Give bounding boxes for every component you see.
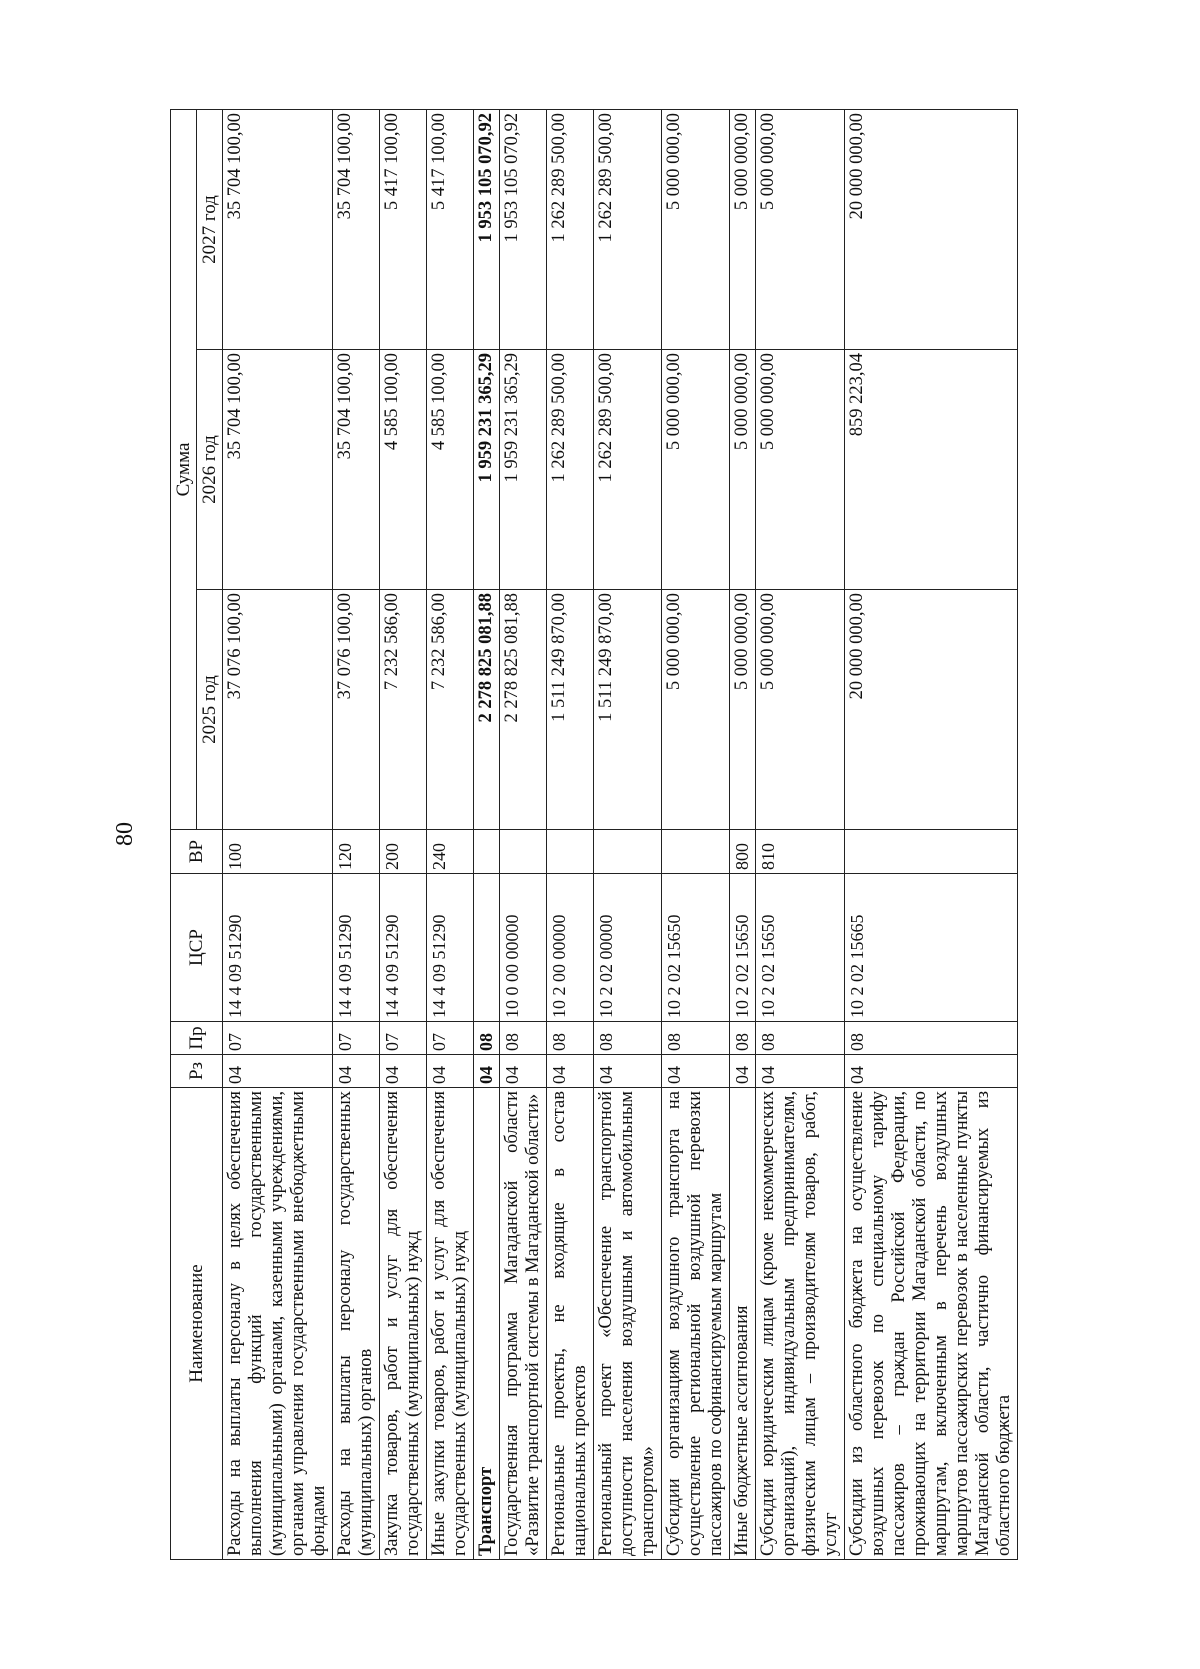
cell-2025: 1 511 249 870,00 [594, 590, 662, 830]
cell-vr [547, 830, 594, 874]
cell-rz: 04 [730, 1055, 756, 1088]
cell-csr: 10 2 00 00000 [547, 874, 594, 1022]
cell-vr: 810 [756, 830, 845, 874]
cell-rz: 04 [756, 1055, 845, 1088]
cell-vr: 800 [730, 830, 756, 874]
cell-2027: 5 000 000,00 [756, 109, 845, 349]
cell-name: Региональные проекты, не входящие в состав национальных проектов [547, 1088, 594, 1560]
cell-name: Иные бюджетные ассигнования [730, 1088, 756, 1560]
cell-2025: 1 511 249 870,00 [547, 590, 594, 830]
cell-pr: 08 [474, 1022, 500, 1055]
cell-2025: 37 076 100,00 [333, 590, 380, 830]
cell-pr: 07 [427, 1022, 474, 1055]
cell-name: Иные закупки товаров, работ и услуг для обеспечения государственных (муниципальных) нужд [427, 1088, 474, 1560]
cell-rz: 04 [333, 1055, 380, 1088]
cell-2027: 1 262 289 500,00 [547, 109, 594, 349]
cell-rz: 04 [594, 1055, 662, 1088]
cell-2026: 4 585 100,00 [427, 350, 474, 590]
table-row [845, 109, 1018, 1559]
cell-name: Расходы на выплаты персоналу государственных (муниципальных) органов [333, 1088, 380, 1560]
table-row [730, 109, 756, 1559]
cell-2025: 2 278 825 081,88 [500, 590, 547, 830]
table-body [223, 109, 1018, 1559]
cell-2027: 5 000 000,00 [662, 109, 730, 349]
cell-pr: 08 [756, 1022, 845, 1055]
cell-csr: 14 4 09 51290 [223, 874, 333, 1022]
cell-2027: 5 417 100,00 [380, 109, 427, 349]
cell-2026: 4 585 100,00 [380, 350, 427, 590]
cell-2026: 1 959 231 365,29 [474, 350, 500, 590]
cell-2026: 5 000 000,00 [730, 350, 756, 590]
cell-csr: 10 2 02 00000 [594, 874, 662, 1022]
cell-2025: 7 232 586,00 [427, 590, 474, 830]
cell-csr: 10 0 00 00000 [500, 874, 547, 1022]
cell-pr: 07 [333, 1022, 380, 1055]
cell-2025: 5 000 000,00 [756, 590, 845, 830]
header-csr: ЦСР [171, 874, 223, 1022]
header-pr: Пр [171, 1022, 223, 1055]
cell-2026: 5 000 000,00 [756, 350, 845, 590]
cell-name: Транспорт [474, 1088, 500, 1560]
cell-pr: 08 [500, 1022, 547, 1055]
table-row [380, 109, 427, 1559]
cell-2027: 1 262 289 500,00 [594, 109, 662, 349]
cell-vr: 120 [333, 830, 380, 874]
cell-name: Государственная программа Магаданской области «Развитие транспортной системы в Магаданской области» [500, 1088, 547, 1560]
cell-pr: 08 [594, 1022, 662, 1055]
cell-name: Субсидии из областного бюджета на осуществление воздушных перевозок по специальному тарифу пассажиров – граждан Российской Федерации, проживающих на территории Магаданской области, по маршрутам, включенным в перечень воздушных маршрутов пассажирских перевозок в населенные пункты Магаданской области, частично финансируемых из областного бюджета [845, 1088, 1018, 1560]
cell-csr: 14 4 09 51290 [427, 874, 474, 1022]
budget-table [170, 109, 1018, 1560]
cell-rz: 04 [380, 1055, 427, 1088]
cell-vr [845, 830, 1018, 874]
cell-csr: 10 2 02 15650 [730, 874, 756, 1022]
cell-2026: 1 959 231 365,29 [500, 350, 547, 590]
cell-name: Закупка товаров, работ и услуг для обеспечения государственных (муниципальных) нужд [380, 1088, 427, 1560]
cell-csr: 10 2 02 15665 [845, 874, 1018, 1022]
cell-pr: 08 [845, 1022, 1018, 1055]
cell-2027: 5 417 100,00 [427, 109, 474, 349]
cell-pr: 08 [547, 1022, 594, 1055]
cell-pr: 08 [662, 1022, 730, 1055]
table-row [756, 109, 845, 1559]
cell-csr: 10 2 02 15650 [662, 874, 730, 1022]
table-row [474, 109, 500, 1559]
cell-2027: 35 704 100,00 [223, 109, 333, 349]
cell-2026: 1 262 289 500,00 [594, 350, 662, 590]
cell-2027: 1 953 105 070,92 [474, 109, 500, 349]
cell-rz: 04 [223, 1055, 333, 1088]
cell-csr: 14 4 09 51290 [380, 874, 427, 1022]
cell-vr: 200 [380, 830, 427, 874]
cell-2025: 7 232 586,00 [380, 590, 427, 830]
cell-vr [500, 830, 547, 874]
table-row [662, 109, 730, 1559]
cell-rz: 04 [662, 1055, 730, 1088]
cell-2025: 5 000 000,00 [662, 590, 730, 830]
cell-2027: 20 000 000,00 [845, 109, 1018, 349]
cell-2025: 20 000 000,00 [845, 590, 1018, 830]
header-sum: Сумма [171, 109, 197, 829]
cell-vr [474, 830, 500, 874]
table-row [427, 109, 474, 1559]
cell-2026: 5 000 000,00 [662, 350, 730, 590]
cell-csr: 14 4 09 51290 [333, 874, 380, 1022]
header-rz: Рз [171, 1055, 223, 1088]
cell-csr: 10 2 02 15650 [756, 874, 845, 1022]
table-row [223, 109, 333, 1559]
table-row [500, 109, 547, 1559]
cell-2027: 1 953 105 070,92 [500, 109, 547, 349]
cell-rz: 04 [500, 1055, 547, 1088]
cell-pr: 07 [380, 1022, 427, 1055]
cell-pr: 08 [730, 1022, 756, 1055]
cell-csr [474, 874, 500, 1022]
cell-2025: 5 000 000,00 [730, 590, 756, 830]
table-row [594, 109, 662, 1559]
header-name: Наименование [171, 1088, 223, 1560]
cell-2026: 35 704 100,00 [223, 350, 333, 590]
cell-vr [594, 830, 662, 874]
cell-vr: 100 [223, 830, 333, 874]
cell-2025: 2 278 825 081,88 [474, 590, 500, 830]
table-row [333, 109, 380, 1559]
cell-name: Региональный проект «Обеспечение транспортной доступности населения воздушным и автомобильным транспортом» [594, 1088, 662, 1560]
cell-2027: 35 704 100,00 [333, 109, 380, 349]
cell-2027: 5 000 000,00 [730, 109, 756, 349]
cell-name: Субсидии юридическим лицам (кроме некоммерческих организаций), индивидуальным предпринимателям, физическим лицам – производителям товаров, работ, услуг [756, 1088, 845, 1560]
cell-name: Субсидии организациям воздушного транспорта на осуществление региональной воздушной перевозки пассажиров по софинансируемым маршрутам [662, 1088, 730, 1560]
rotated-page-content [170, 110, 1060, 1560]
header-year-2027: 2027 год [197, 109, 223, 349]
table-header [171, 109, 223, 1559]
header-year-2025: 2025 год [197, 590, 223, 830]
header-vr: ВР [171, 830, 223, 874]
cell-pr: 07 [223, 1022, 333, 1055]
cell-vr [662, 830, 730, 874]
cell-rz: 04 [427, 1055, 474, 1088]
table-row [547, 109, 594, 1559]
cell-2026: 1 262 289 500,00 [547, 350, 594, 590]
cell-rz: 04 [474, 1055, 500, 1088]
header-year-2026: 2026 год [197, 350, 223, 590]
cell-2025: 37 076 100,00 [223, 590, 333, 830]
cell-name: Расходы на выплаты персоналу в целях обеспечения выполнения функций государственными (муниципальными) органами, казенными учреждениями, органами управления государственными внебюджетными фондами [223, 1088, 333, 1560]
cell-2026: 859 223,04 [845, 350, 1018, 590]
cell-vr: 240 [427, 830, 474, 874]
cell-rz: 04 [845, 1055, 1018, 1088]
page-number: 80 [112, 822, 138, 846]
cell-rz: 04 [547, 1055, 594, 1088]
cell-2026: 35 704 100,00 [333, 350, 380, 590]
